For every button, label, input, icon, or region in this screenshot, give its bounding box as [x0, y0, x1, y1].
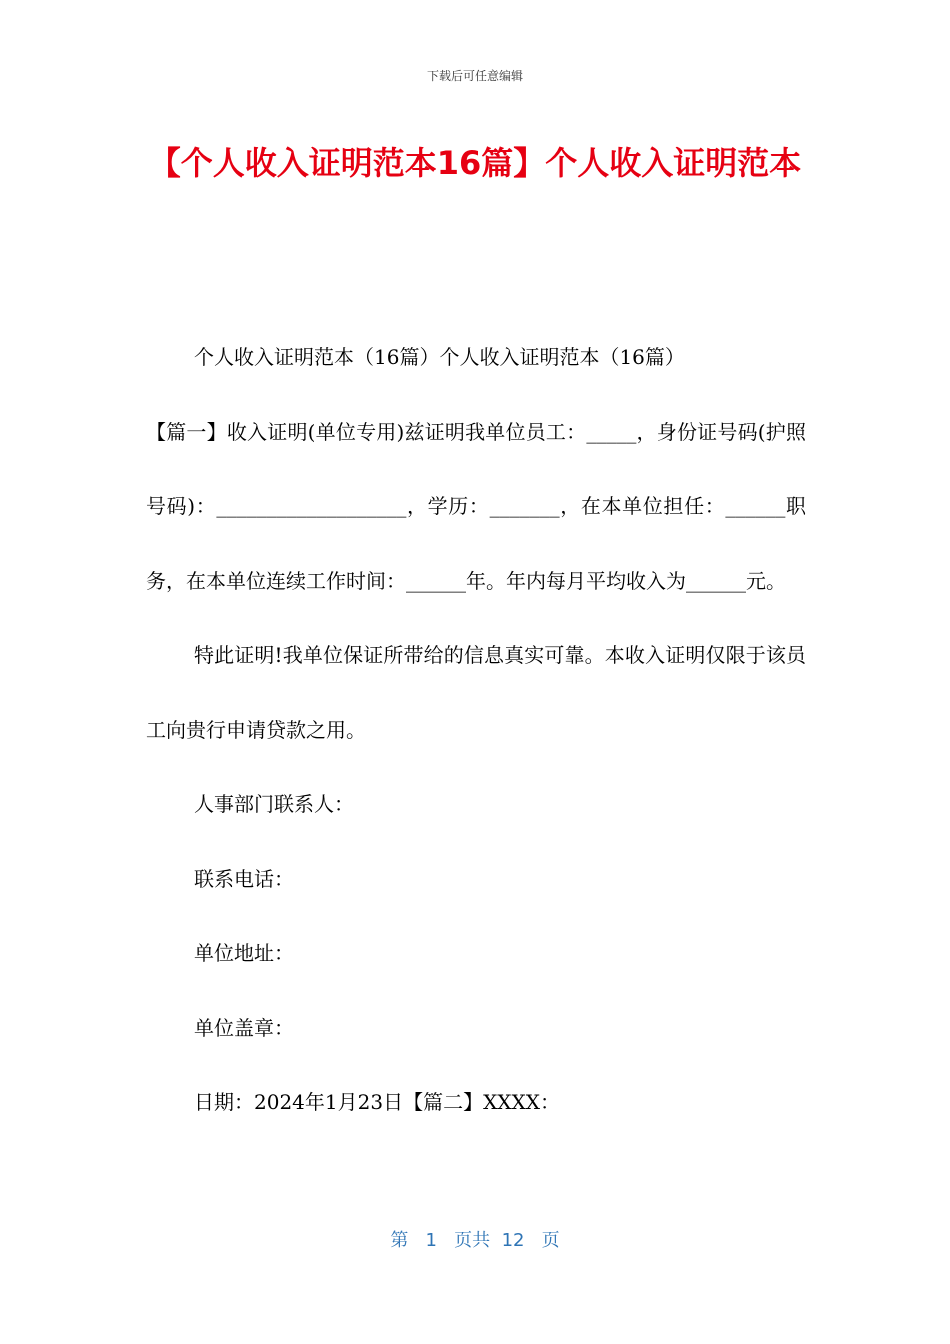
- document-title: 【个人收入证明范本16篇】个人收入证明范本: [148, 144, 802, 182]
- seal-line: 单位盖章：: [194, 1015, 294, 1040]
- section-one-paragraph: 【篇一】收入证明(单位专用)兹证明我单位员工：_____，身份证号码(护照号码)：___________________，学历：_______，在本单位担任：______职务，在本单位连续工作时间：______年。年内每月平均收入为______元。: [146, 419, 806, 593]
- declaration-paragraph: 特此证明!我单位保证所带给的信息真实可靠。本收入证明仅限于该员工向贵行申请贷款之用。: [146, 643, 806, 742]
- footer-suffix: 页: [541, 1230, 560, 1251]
- date-line: 日期：2024年1月23日【篇二】XXXX：: [194, 1090, 561, 1114]
- intro-paragraph: 个人收入证明范本（16篇）个人收入证明范本（16篇）: [194, 345, 685, 369]
- header-note: 下载后可任意编辑: [426, 69, 523, 83]
- phone-line: 联系电话：: [194, 866, 294, 891]
- total-pages-number: 12: [501, 1230, 525, 1251]
- current-page-number: 1: [425, 1230, 437, 1251]
- document-body: [146, 320, 806, 1140]
- hr-contact-line: 人事部门联系人：: [194, 792, 354, 816]
- footer-middle: 页共: [454, 1230, 491, 1251]
- address-line: 单位地址：: [194, 941, 294, 965]
- footer-prefix: 第: [390, 1230, 409, 1251]
- page-footer: [0, 1226, 950, 1252]
